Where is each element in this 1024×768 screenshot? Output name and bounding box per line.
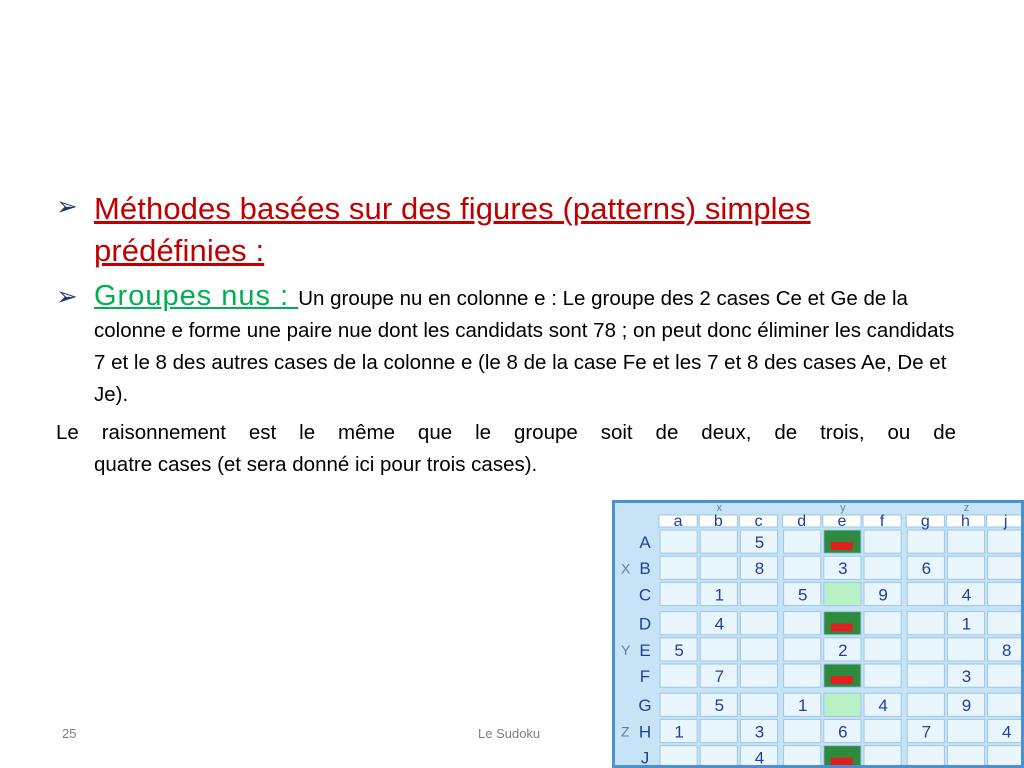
sudoku-cell: [947, 530, 984, 553]
slide-number: 25: [62, 726, 77, 741]
sudoku-cell: [784, 556, 821, 579]
sudoku-cell: [864, 556, 901, 579]
sudoku-cell: [784, 746, 821, 765]
sudoku-cell: [947, 719, 984, 742]
sudoku-cell: [700, 746, 737, 765]
paragraph-line-1: Le raisonnement est le même que le groupe soit de deux, de trois, ou de: [56, 421, 956, 444]
column-header-label: h: [961, 513, 970, 530]
bullet-title-groupes-nus: Groupes nus :: [94, 280, 299, 312]
cell-value: 7: [921, 722, 932, 742]
cell-value: 4: [1001, 722, 1012, 742]
cell-value: 8: [754, 559, 765, 579]
sudoku-cell: [988, 612, 1021, 635]
sudoku-cell: [947, 556, 984, 579]
sudoku-cell: [784, 664, 821, 687]
band-label: Z: [621, 723, 630, 740]
row-header-label: G: [638, 696, 652, 716]
sudoku-cell: [784, 612, 821, 635]
cell-value: 7: [714, 667, 725, 686]
column-header-label: d: [797, 513, 807, 530]
sudoku-cell: [907, 664, 944, 687]
stack-label: x: [716, 503, 723, 514]
sudoku-cell: [700, 530, 737, 553]
sudoku-cell: [660, 746, 697, 765]
column-header-label: e: [837, 513, 847, 530]
eliminated-candidates-mark: [831, 758, 853, 765]
column-header-label: a: [673, 513, 683, 530]
sudoku-cell: [864, 664, 901, 687]
eliminated-candidates-mark: [831, 624, 853, 632]
row-header-label: A: [639, 533, 651, 552]
column-header-label: g: [920, 513, 930, 530]
cell-value: 3: [754, 722, 765, 742]
cell-value: 9: [961, 696, 972, 716]
row-header-label: B: [639, 559, 651, 579]
row-header-label: H: [638, 722, 652, 742]
sudoku-cell: [988, 530, 1021, 553]
sudoku-cell: [700, 556, 737, 579]
sudoku-cell: [740, 582, 777, 605]
sudoku-cell: [824, 582, 861, 605]
arrow-bullet-icon: ➢: [56, 282, 78, 312]
sudoku-cell: [988, 556, 1021, 579]
sudoku-cell: [947, 746, 984, 765]
sudoku-cell: [907, 582, 944, 605]
sudoku-cell: [740, 664, 777, 687]
sudoku-cell: [824, 693, 861, 716]
sudoku-cell: [907, 530, 944, 553]
sudoku-cell: [784, 530, 821, 553]
cell-value: 1: [797, 696, 808, 716]
cell-value: 4: [754, 748, 765, 765]
cell-value: 9: [878, 585, 888, 605]
bullet-groupes-nus: [56, 280, 956, 411]
stack-label: z: [963, 503, 970, 514]
sudoku-cell: [660, 556, 697, 579]
cell-value: 4: [961, 585, 972, 605]
sudoku-cell: [864, 719, 901, 742]
sudoku-cell: [988, 746, 1021, 765]
sudoku-cell: [907, 693, 944, 716]
sudoku-cell: [907, 612, 944, 635]
sudoku-cell: [864, 612, 901, 635]
sudoku-cell: [907, 638, 944, 661]
sudoku-cell: [700, 719, 737, 742]
sudoku-cell: [988, 693, 1021, 716]
sudoku-cell: [864, 530, 901, 553]
sudoku-cell: [740, 612, 777, 635]
cell-value: 3: [961, 667, 972, 686]
eliminated-candidates-mark: [831, 676, 853, 684]
cell-value: 1: [674, 722, 684, 742]
cell-value: 8: [1001, 640, 1012, 660]
sudoku-cell: [660, 612, 697, 635]
bullet-title-methods: Méthodes basées sur des figures (patterns) simples prédéfinies :: [94, 191, 811, 268]
column-header-label: j: [1003, 513, 1008, 530]
cell-value: 5: [714, 696, 725, 716]
cell-value: 1: [714, 585, 725, 605]
sudoku-cell: [740, 693, 777, 716]
sudoku-cell: [700, 638, 737, 661]
groupes-nus-text: Un groupe nu en colonne e : Le groupe des 2 cases Ce et Ge de la colonne e forme une paire nue dont les candidats sont 78 ; on peut donc éliminer les candidats 7 et le 8 des autres cases de la colonne e (le 8 de la case Fe et les 7 et 8 des cases Ae, De et Je).: [94, 287, 955, 406]
sudoku-cell: [988, 582, 1021, 605]
eliminated-candidates-mark: [831, 542, 853, 550]
sudoku-cell: [660, 530, 697, 553]
sudoku-cell: [740, 638, 777, 661]
sudoku-cell: [988, 664, 1021, 687]
row-header-label: F: [639, 667, 651, 686]
cell-value: 1: [961, 614, 972, 634]
paragraph-line-2: quatre cases (et sera donné ici pour trois cases).: [94, 453, 538, 476]
arrow-bullet-icon: ➢: [56, 192, 78, 222]
cell-value: 6: [921, 559, 932, 579]
sudoku-cell: [660, 664, 697, 687]
cell-value: 4: [714, 614, 725, 634]
column-header-label: f: [879, 513, 885, 530]
band-label: Y: [621, 641, 631, 658]
sudoku-grid: [615, 503, 1021, 765]
sudoku-cell: [907, 746, 944, 765]
cell-value: 5: [674, 640, 684, 660]
row-header-label: J: [640, 748, 650, 765]
slide-body: [56, 188, 956, 481]
sudoku-cell: [864, 746, 901, 765]
row-header-label: D: [638, 614, 652, 634]
sudoku-grid-image: [612, 500, 1024, 768]
bullet-methods: [56, 188, 956, 272]
sudoku-cell: [947, 638, 984, 661]
cell-value: 6: [838, 722, 848, 742]
sudoku-cell: [784, 719, 821, 742]
sudoku-cell: [660, 582, 697, 605]
sudoku-cell: [864, 638, 901, 661]
cell-value: 2: [838, 640, 848, 660]
cell-value: 4: [878, 696, 888, 716]
cell-value: 3: [838, 559, 848, 579]
paragraph-raisonnement: [56, 417, 956, 481]
stack-label: y: [840, 503, 846, 514]
row-header-label: E: [639, 640, 651, 660]
row-header-label: C: [638, 585, 652, 605]
sudoku-cell: [660, 693, 697, 716]
footer-title: Le Sudoku: [478, 726, 541, 741]
band-label: X: [621, 560, 631, 577]
column-header-label: c: [754, 513, 763, 530]
column-header-label: b: [713, 513, 723, 530]
sudoku-cell: [784, 638, 821, 661]
cell-value: 5: [754, 533, 765, 552]
cell-value: 5: [797, 585, 808, 605]
